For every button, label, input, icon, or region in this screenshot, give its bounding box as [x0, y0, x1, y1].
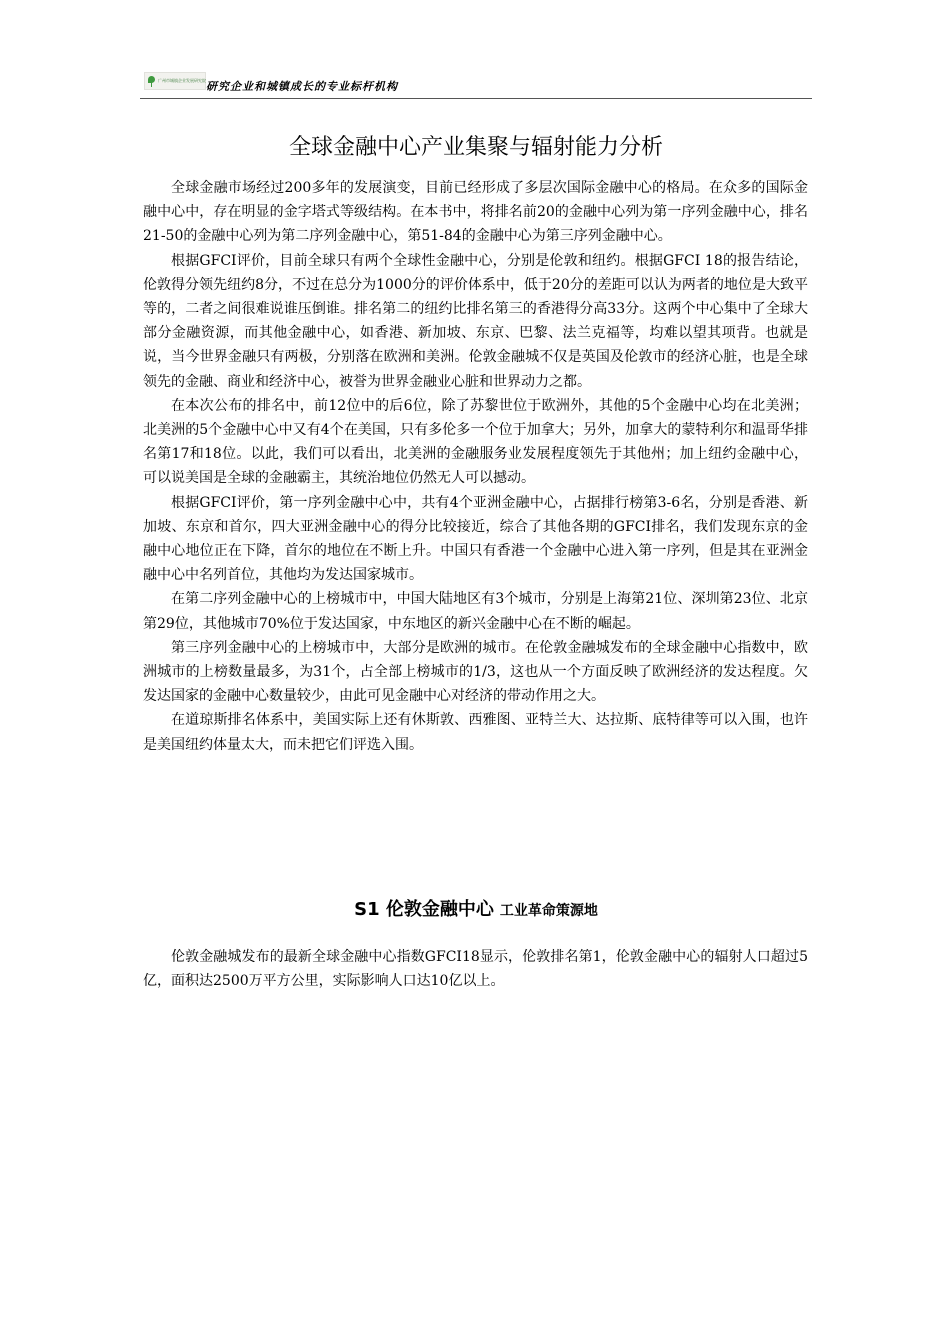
organization-logo [144, 72, 206, 90]
page-header [140, 66, 812, 99]
paragraph: 根据GFCI评价，目前全球只有两个全球性金融中心，分别是伦敦和纽约。根据GFCI 18的报告结论，伦敦得分领先纽约8分，不过在总分为1000分的评价体系中，低于20分的差距可以认为两者的地位是大致平等的，二者之间很难说谁压倒谁。排名第二的纽约比排名第三的香港得分高33分。这两个中心集中了全球大部分金融资源，而其他金融中心，如香港、新加坡、东京、巴黎、法兰克福等，均难以望其项背。也就是说，当今世界金融只有两极，分别落在欧洲和美洲。伦敦金融城不仅是英国及伦敦市的经济心脏，也是全球领先的金融、商业和经济中心，被誉为世界金融业心脏和世界动力之都。 [143, 252, 808, 390]
logo-text: 广州市城镇企业发展研究院 [158, 78, 206, 83]
paragraph: 在道琼斯排名体系中，美国实际上还有休斯敦、西雅图、亚特兰大、达拉斯、底特律等可以入围，也许是美国纽约体量太大，而未把它们评选入围。 [143, 712, 808, 753]
paragraph: 第三序列金融中心的上榜城市中，大部分是欧洲的城市。在伦敦金融城发布的全球金融中心指数中，欧洲城市的上榜数量最多，为31个，占全部上榜城市的1/3，这也从一个方面反映了欧洲经济的发达程度。欠发达国家的金融中心数量较少，由此可见金融中心对经济的带动作用之大。 [143, 639, 808, 705]
paragraph: 在第二序列金融中心的上榜城市中，中国大陆地区有3个城市，分别是上海第21位、深圳第23位、北京第29位，其他城市70%位于发达国家，中东地区的新兴金融中心在不断的崛起。 [143, 591, 808, 632]
paragraph: 伦敦金融城发布的最新全球金融中心指数GFCI18显示，伦敦排名第1，伦敦金融中心的辐射人口超过5亿，面积达2500万平方公里，实际影响人口达10亿以上。 [143, 949, 808, 990]
paragraph: 在本次公布的排名中，前12位中的后6位，除了苏黎世位于欧洲外，其他的5个金融中心均在北美洲；北美洲的5个金融中心中又有4个在美国，只有多伦多一个位于加拿大；另外，加拿大的蒙特利尔和温哥华排名第17和18位。以此，我们可以看出，北美洲的金融服务业发展程度领先于其他州；加上纽约金融中心，可以说美国是全球的金融霸主，其统治地位仍然无人可以撼动。 [143, 397, 808, 487]
section-heading-sub: 工业革命策源地 [499, 903, 598, 919]
leaf-logo-icon [147, 76, 156, 87]
body-text [143, 176, 808, 757]
section-heading [140, 896, 812, 925]
section-heading-main: S1 伦敦金融中心 [354, 899, 494, 920]
header-slogan: 研究企业和城镇成长的专业标杆机构 [206, 80, 398, 93]
paragraph: 全球金融市场经过200多年的发展演变，目前已经形成了多层次国际金融中心的格局。在众多的国际金融中心中，存在明显的金字塔式等级结构。在本书中，将排名前20的金融中心列为第一序列金融中心，排名21-50的金融中心列为第二序列金融中心，第51-84的金融中心为第三序列金融中心。 [143, 180, 808, 245]
paragraph: 根据GFCI评价，第一序列金融中心中，共有4个亚洲金融中心，占据排行榜第3-6名，分别是香港、新加坡、东京和首尔，四大亚洲金融中心的得分比较接近，综合了其他各期的GFCI排名，我们发现东京的金融中心地位正在下降，首尔的地位在不断上升。中国只有香港一个金融中心进入第一序列，但是其在亚洲金融中心中名列首位，其他均为发达国家城市。 [143, 494, 808, 584]
section-body [143, 945, 808, 993]
document-title: 全球金融中心产业集聚与辐射能力分析 [288, 135, 663, 160]
